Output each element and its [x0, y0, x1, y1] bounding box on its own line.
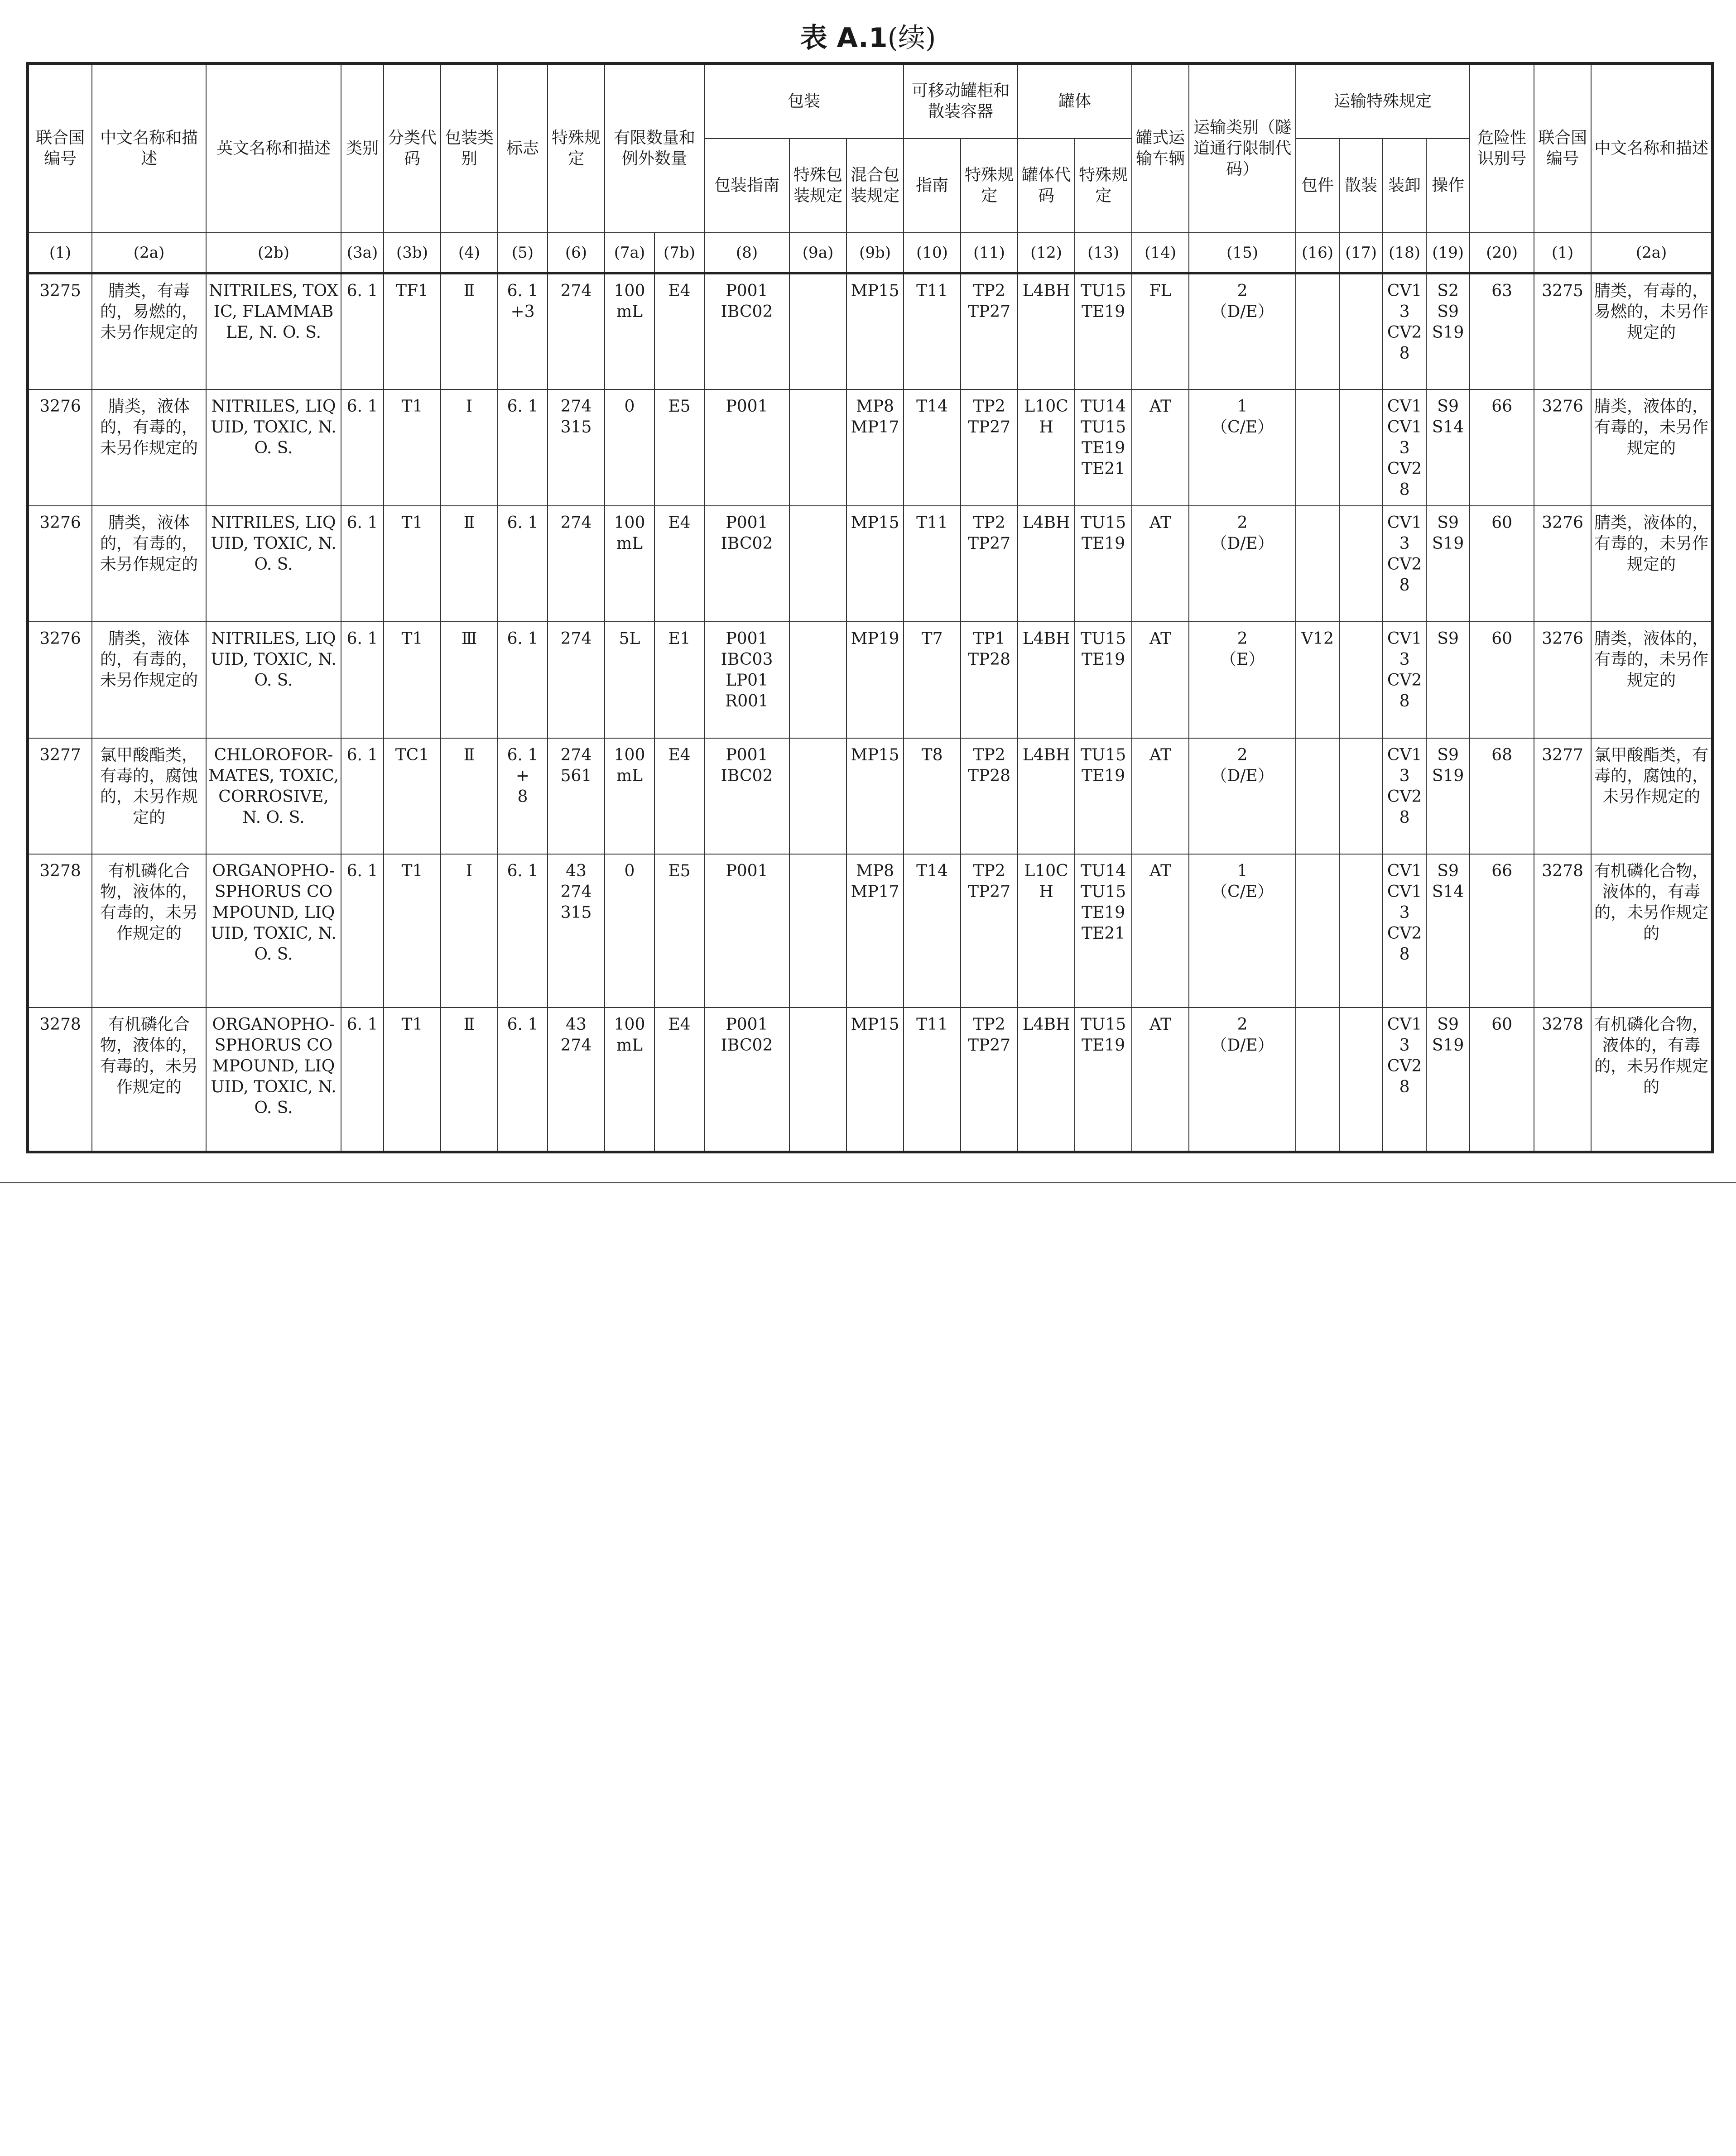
header-hazard-id-number: 危险性识别号 [1470, 63, 1534, 233]
cell-hazard-id-number: 66 [1470, 389, 1534, 506]
cell-chinese-name: 有机磷化合物，液体的，有毒的，未另作规定的 [92, 1008, 206, 1152]
column-number: (6) [548, 233, 605, 274]
cell-tank-code: L4BH [1018, 622, 1075, 738]
cell-class: 6. 1 [341, 506, 384, 622]
cell-tank-vehicle: AT [1132, 506, 1189, 622]
cell-label: 6. 1 [498, 854, 548, 1008]
cell-bulk [1339, 622, 1383, 738]
cell-special-provisions: 43 274 315 [548, 854, 605, 1008]
column-number: (1) [28, 233, 92, 274]
table-caption [0, 16, 1736, 55]
header-portable-tank-instructions: 指南 [904, 139, 961, 233]
header-portable-tank-special-provisions: 特殊规定 [961, 139, 1018, 233]
cell-special-provisions: 274 315 [548, 389, 605, 506]
cell-tank-special-provisions: TU15 TE19 [1075, 1008, 1132, 1152]
cell-classification-code: T1 [384, 622, 441, 738]
table-row [28, 622, 1712, 738]
cell-packages [1296, 1008, 1339, 1152]
cell-portable-tank-instructions: T11 [904, 506, 961, 622]
cell-packages [1296, 274, 1339, 390]
cell-special-provisions: 43 274 [548, 1008, 605, 1152]
column-number: (1) [1534, 233, 1591, 274]
dangerous-goods-table [26, 62, 1714, 1153]
cell-chinese-name: 腈类，液体的，有毒的，未另作规定的 [92, 622, 206, 738]
column-number: (14) [1132, 233, 1189, 274]
cell-classification-code: T1 [384, 1008, 441, 1152]
cell-un-number-right: 3276 [1534, 389, 1591, 506]
column-number: (9b) [846, 233, 904, 274]
table-row [28, 854, 1712, 1008]
cell-mixed-packing-provisions: MP8 MP17 [846, 854, 904, 1008]
table-body [28, 274, 1712, 1152]
cell-un-number-right: 3275 [1534, 274, 1591, 390]
cell-english-name: NITRILES, LIQUID, TOXIC, N. O. S. [206, 622, 341, 738]
cell-label: 6. 1 + 8 [498, 738, 548, 855]
column-number: (3b) [384, 233, 441, 274]
cell-chinese-name-right: 有机磷化合物，液体的，有毒的，未另作规定的 [1591, 1008, 1712, 1152]
cell-limited-quantity: 0 [605, 854, 654, 1008]
cell-portable-tank-special-provisions: TP2 TP27 [961, 506, 1018, 622]
cell-un-number-right: 3276 [1534, 622, 1591, 738]
cell-portable-tank-special-provisions: TP2 TP28 [961, 738, 1018, 855]
cell-chinese-name: 有机磷化合物，液体的，有毒的，未另作规定的 [92, 854, 206, 1008]
cell-classification-code: TF1 [384, 274, 441, 390]
column-number: (11) [961, 233, 1018, 274]
column-number: (5) [498, 233, 548, 274]
column-number: (9a) [789, 233, 846, 274]
column-number: (16) [1296, 233, 1339, 274]
cell-bulk [1339, 854, 1383, 1008]
cell-special-packing-provisions [789, 738, 846, 855]
column-number: (20) [1470, 233, 1534, 274]
cell-un-number-right: 3276 [1534, 506, 1591, 622]
header-packaging-group: 包装 [704, 63, 904, 139]
column-number: (17) [1339, 233, 1383, 274]
cell-bulk [1339, 738, 1383, 855]
cell-transport-category: 2 （D/E） [1189, 1008, 1296, 1152]
cell-tank-vehicle: AT [1132, 738, 1189, 855]
header-operation: 操作 [1426, 139, 1470, 233]
cell-tank-special-provisions: TU15 TE19 [1075, 274, 1132, 390]
cell-special-packing-provisions [789, 1008, 846, 1152]
cell-un-number: 3278 [28, 1008, 92, 1152]
cell-tank-code: L4BH [1018, 274, 1075, 390]
cell-packages [1296, 506, 1339, 622]
cell-un-number: 3278 [28, 854, 92, 1008]
cell-tank-code: L4BH [1018, 1008, 1075, 1152]
page-bottom-rule [0, 1182, 1736, 1183]
cell-tank-code: L4BH [1018, 506, 1075, 622]
column-number: (2b) [206, 233, 341, 274]
cell-packing-instructions: P001 IBC03 LP01 R001 [704, 622, 789, 738]
cell-hazard-id-number: 60 [1470, 622, 1534, 738]
cell-limited-quantity: 100mL [605, 274, 654, 390]
cell-packages [1296, 738, 1339, 855]
cell-bulk [1339, 506, 1383, 622]
cell-portable-tank-instructions: T14 [904, 389, 961, 506]
cell-packing-instructions: P001 IBC02 [704, 506, 789, 622]
cell-un-number-right: 3277 [1534, 738, 1591, 855]
cell-un-number: 3277 [28, 738, 92, 855]
cell-operation: S9 S14 [1426, 389, 1470, 506]
cell-packing-group: Ⅱ [441, 274, 498, 390]
column-number: (4) [441, 233, 498, 274]
cell-english-name: NITRILES, LIQUID, TOXIC, N. O. S. [206, 389, 341, 506]
column-number: (8) [704, 233, 789, 274]
cell-english-name: ORGANOPHO-SPHORUS COMPOUND, LIQUID, TOXIC, N. O. S. [206, 1008, 341, 1152]
table-row [28, 738, 1712, 855]
header-transport-category: 运输类别（隧道通行限制代码） [1189, 63, 1296, 233]
cell-tank-vehicle: FL [1132, 274, 1189, 390]
cell-loading-unloading: CV1 CV13 CV28 [1383, 854, 1426, 1008]
cell-label: 6. 1 [498, 622, 548, 738]
cell-limited-quantity: 100mL [605, 506, 654, 622]
column-number-row [28, 233, 1712, 274]
cell-operation: S9 S19 [1426, 738, 1470, 855]
header-tank-group: 罐体 [1018, 63, 1132, 139]
cell-special-packing-provisions [789, 389, 846, 506]
cell-packing-group: Ⅰ [441, 854, 498, 1008]
cell-mixed-packing-provisions: MP15 [846, 274, 904, 390]
cell-tank-special-provisions: TU14 TU15 TE19 TE21 [1075, 854, 1132, 1008]
header-special-provisions: 特殊规定 [548, 63, 605, 233]
cell-chinese-name-right: 腈类，液体的，有毒的，未另作规定的 [1591, 622, 1712, 738]
cell-class: 6. 1 [341, 854, 384, 1008]
cell-un-number: 3276 [28, 622, 92, 738]
cell-portable-tank-instructions: T11 [904, 1008, 961, 1152]
table-row [28, 1008, 1712, 1152]
cell-special-provisions: 274 [548, 622, 605, 738]
header-un-number: 联合国编号 [28, 63, 92, 233]
cell-loading-unloading: CV13 CV28 [1383, 738, 1426, 855]
cell-tank-vehicle: AT [1132, 622, 1189, 738]
cell-packages [1296, 389, 1339, 506]
cell-special-provisions: 274 [548, 506, 605, 622]
cell-portable-tank-instructions: T7 [904, 622, 961, 738]
cell-operation: S9 [1426, 622, 1470, 738]
cell-english-name: NITRILES, TOXIC, FLAMMABLE, N. O. S. [206, 274, 341, 390]
cell-hazard-id-number: 60 [1470, 1008, 1534, 1152]
cell-limited-quantity: 0 [605, 389, 654, 506]
cell-special-provisions: 274 561 [548, 738, 605, 855]
cell-portable-tank-special-provisions: TP1 TP28 [961, 622, 1018, 738]
cell-tank-special-provisions: TU14 TU15 TE19 TE21 [1075, 389, 1132, 506]
header-special-provisions-transport-group: 运输特殊规定 [1296, 63, 1470, 139]
cell-class: 6. 1 [341, 738, 384, 855]
header-tank-vehicle: 罐式运输车辆 [1132, 63, 1189, 233]
cell-classification-code: T1 [384, 854, 441, 1008]
header-loading-unloading: 装卸 [1383, 139, 1426, 233]
cell-portable-tank-special-provisions: TP2 TP27 [961, 854, 1018, 1008]
cell-classification-code: T1 [384, 389, 441, 506]
cell-tank-vehicle: AT [1132, 854, 1189, 1008]
table-caption-suffix: (续) [887, 22, 936, 54]
cell-loading-unloading: CV13 CV28 [1383, 274, 1426, 390]
cell-mixed-packing-provisions: MP19 [846, 622, 904, 738]
cell-loading-unloading: CV13 CV28 [1383, 506, 1426, 622]
cell-classification-code: T1 [384, 506, 441, 622]
table-header [28, 63, 1712, 274]
cell-packing-group: Ⅲ [441, 622, 498, 738]
column-number: (18) [1383, 233, 1426, 274]
cell-limited-quantity: 5L [605, 622, 654, 738]
cell-packages [1296, 854, 1339, 1008]
column-number: (3a) [341, 233, 384, 274]
header-un-number-right: 联合国编号 [1534, 63, 1591, 233]
cell-class: 6. 1 [341, 622, 384, 738]
header-class: 类别 [341, 63, 384, 233]
cell-excepted-quantity: E5 [654, 389, 704, 506]
cell-special-packing-provisions [789, 506, 846, 622]
table-row [28, 274, 1712, 390]
cell-tank-vehicle: AT [1132, 389, 1189, 506]
cell-packing-group: Ⅱ [441, 506, 498, 622]
cell-un-number: 3276 [28, 389, 92, 506]
cell-operation: S9 S14 [1426, 854, 1470, 1008]
cell-packages: V12 [1296, 622, 1339, 738]
cell-mixed-packing-provisions: MP15 [846, 1008, 904, 1152]
cell-hazard-id-number: 63 [1470, 274, 1534, 390]
cell-tank-special-provisions: TU15 TE19 [1075, 506, 1132, 622]
cell-packing-instructions: P001 [704, 389, 789, 506]
cell-excepted-quantity: E1 [654, 622, 704, 738]
cell-chinese-name: 腈类，有毒的，易燃的，未另作规定的 [92, 274, 206, 390]
header-english-name: 英文名称和描述 [206, 63, 341, 233]
cell-operation: S9 S19 [1426, 506, 1470, 622]
cell-chinese-name-right: 腈类，液体的，有毒的，未另作规定的 [1591, 389, 1712, 506]
cell-class: 6. 1 [341, 389, 384, 506]
cell-label: 6. 1 [498, 1008, 548, 1152]
header-portable-tanks-group: 可移动罐柜和散装容器 [904, 63, 1018, 139]
cell-excepted-quantity: E4 [654, 274, 704, 390]
cell-label: 6. 1 [498, 389, 548, 506]
cell-bulk [1339, 274, 1383, 390]
header-limited-quantities: 有限数量和例外数量 [605, 63, 704, 233]
header-mixed-packing-provisions: 混合包装规定 [846, 139, 904, 233]
cell-excepted-quantity: E4 [654, 506, 704, 622]
cell-packing-instructions: P001 [704, 854, 789, 1008]
cell-operation: S2 S9 S19 [1426, 274, 1470, 390]
table-row [28, 506, 1712, 622]
cell-label: 6. 1 +3 [498, 274, 548, 390]
column-number: (19) [1426, 233, 1470, 274]
cell-portable-tank-special-provisions: TP2 TP27 [961, 389, 1018, 506]
cell-english-name: CHLOROFOR-MATES, TOXIC, CORROSIVE, N. O. S. [206, 738, 341, 855]
cell-tank-special-provisions: TU15 TE19 [1075, 622, 1132, 738]
cell-classification-code: TC1 [384, 738, 441, 855]
cell-bulk [1339, 1008, 1383, 1152]
cell-un-number: 3276 [28, 506, 92, 622]
cell-tank-special-provisions: TU15 TE19 [1075, 738, 1132, 855]
cell-chinese-name-right: 有机磷化合物，液体的，有毒的，未另作规定的 [1591, 854, 1712, 1008]
header-packages: 包件 [1296, 139, 1339, 233]
cell-loading-unloading: CV1 CV13 CV28 [1383, 389, 1426, 506]
header-label: 标志 [498, 63, 548, 233]
column-number: (12) [1018, 233, 1075, 274]
header-packing-group: 包装类别 [441, 63, 498, 233]
cell-packing-instructions: P001 IBC02 [704, 274, 789, 390]
cell-packing-group: Ⅱ [441, 1008, 498, 1152]
cell-un-number-right: 3278 [1534, 854, 1591, 1008]
column-number: (2a) [92, 233, 206, 274]
cell-english-name: ORGANOPHO-SPHORUS COMPOUND, LIQUID, TOXIC, N. O. S. [206, 854, 341, 1008]
cell-portable-tank-special-provisions: TP2 TP27 [961, 274, 1018, 390]
cell-packing-group: Ⅱ [441, 738, 498, 855]
cell-excepted-quantity: E4 [654, 1008, 704, 1152]
column-number: (13) [1075, 233, 1132, 274]
cell-packing-instructions: P001 IBC02 [704, 738, 789, 855]
cell-special-packing-provisions [789, 622, 846, 738]
cell-chinese-name: 腈类，液体的，有毒的，未另作规定的 [92, 389, 206, 506]
cell-chinese-name-right: 腈类，有毒的，易燃的，未另作规定的 [1591, 274, 1712, 390]
header-special-packing-provisions: 特殊包装规定 [789, 139, 846, 233]
cell-hazard-id-number: 60 [1470, 506, 1534, 622]
cell-transport-category: 2 （E） [1189, 622, 1296, 738]
header-chinese-name-right: 中文名称和描述 [1591, 63, 1712, 233]
header-bulk: 散装 [1339, 139, 1383, 233]
cell-excepted-quantity: E4 [654, 738, 704, 855]
cell-tank-code: L10CH [1018, 389, 1075, 506]
cell-loading-unloading: CV13 CV28 [1383, 1008, 1426, 1152]
cell-limited-quantity: 100mL [605, 1008, 654, 1152]
cell-packing-group: Ⅰ [441, 389, 498, 506]
cell-transport-category: 2 （D/E） [1189, 274, 1296, 390]
cell-tank-code: L4BH [1018, 738, 1075, 855]
cell-packing-instructions: P001 IBC02 [704, 1008, 789, 1152]
cell-portable-tank-special-provisions: TP2 TP27 [961, 1008, 1018, 1152]
header-tank-code: 罐体代码 [1018, 139, 1075, 233]
cell-transport-category: 2 （D/E） [1189, 506, 1296, 622]
cell-label: 6. 1 [498, 506, 548, 622]
header-classification-code: 分类代码 [384, 63, 441, 233]
cell-bulk [1339, 389, 1383, 506]
header-packing-instructions: 包装指南 [704, 139, 789, 233]
cell-chinese-name-right: 氯甲酸酯类，有毒的，腐蚀的，未另作规定的 [1591, 738, 1712, 855]
cell-special-provisions: 274 [548, 274, 605, 390]
cell-tank-vehicle: AT [1132, 1008, 1189, 1152]
cell-class: 6. 1 [341, 274, 384, 390]
cell-mixed-packing-provisions: MP15 [846, 506, 904, 622]
header-tank-special-provisions: 特殊规定 [1075, 139, 1132, 233]
cell-transport-category: 1 （C/E） [1189, 854, 1296, 1008]
table-caption-title: 表 A.1 [800, 22, 888, 54]
cell-portable-tank-instructions: T11 [904, 274, 961, 390]
table-row [28, 389, 1712, 506]
cell-limited-quantity: 100mL [605, 738, 654, 855]
column-number: (7b) [654, 233, 704, 274]
cell-operation: S9 S19 [1426, 1008, 1470, 1152]
column-number: (7a) [605, 233, 654, 274]
cell-chinese-name-right: 腈类，液体的，有毒的，未另作规定的 [1591, 506, 1712, 622]
cell-chinese-name: 腈类，液体的，有毒的，未另作规定的 [92, 506, 206, 622]
cell-english-name: NITRILES, LIQUID, TOXIC, N. O. S. [206, 506, 341, 622]
cell-un-number-right: 3278 [1534, 1008, 1591, 1152]
cell-special-packing-provisions [789, 274, 846, 390]
cell-un-number: 3275 [28, 274, 92, 390]
cell-special-packing-provisions [789, 854, 846, 1008]
column-number: (2a) [1591, 233, 1712, 274]
column-number: (15) [1189, 233, 1296, 274]
cell-hazard-id-number: 68 [1470, 738, 1534, 855]
cell-mixed-packing-provisions: MP8 MP17 [846, 389, 904, 506]
cell-transport-category: 2 （D/E） [1189, 738, 1296, 855]
header-chinese-name: 中文名称和描述 [92, 63, 206, 233]
cell-chinese-name: 氯甲酸酯类，有毒的，腐蚀的，未另作规定的 [92, 738, 206, 855]
cell-mixed-packing-provisions: MP15 [846, 738, 904, 855]
cell-tank-code: L10CH [1018, 854, 1075, 1008]
cell-loading-unloading: CV13 CV28 [1383, 622, 1426, 738]
cell-portable-tank-instructions: T8 [904, 738, 961, 855]
cell-portable-tank-instructions: T14 [904, 854, 961, 1008]
cell-transport-category: 1 （C/E） [1189, 389, 1296, 506]
cell-excepted-quantity: E5 [654, 854, 704, 1008]
column-number: (10) [904, 233, 961, 274]
cell-class: 6. 1 [341, 1008, 384, 1152]
cell-hazard-id-number: 66 [1470, 854, 1534, 1008]
